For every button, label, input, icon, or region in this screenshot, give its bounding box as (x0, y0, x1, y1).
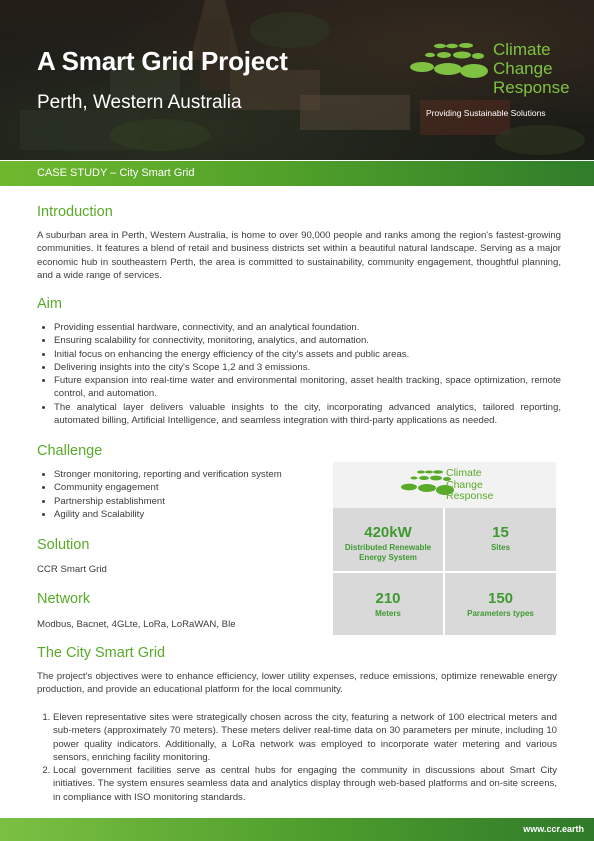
solution-heading: Solution (37, 537, 90, 553)
introduction-heading: Introduction (37, 204, 113, 220)
stat-value: 210 (375, 590, 401, 607)
stat-value: 15 (492, 524, 509, 541)
network-heading: Network (37, 591, 91, 607)
footer-url[interactable]: www.ccr.earth (523, 824, 584, 834)
list-item: • Initial focus on enhancing the energy efficiency of the city's assets and public areas. (54, 348, 561, 361)
stat-label: Sites (490, 543, 511, 552)
stat-cell-renewable (333, 508, 443, 571)
list-item: • Stronger monitoring, reporting and verification system (54, 468, 339, 481)
logo-line-1: Climate (493, 40, 551, 59)
challenge-list (37, 468, 339, 521)
city-smart-grid-heading: The City Smart Grid (37, 645, 166, 661)
logo-wordmark (493, 40, 570, 97)
page-title: A Smart Grid Project (37, 46, 288, 76)
aim-list (37, 321, 561, 427)
logo-tagline: Providing Sustainable Solutions (426, 108, 546, 118)
list-item: • The analytical layer delivers valuable insights to the city, incorporating advanced analytics, tailored reporting, automated billing, Artificial Intelligence, and seamless integration with third-party applications as needed. (54, 401, 561, 428)
logo-dots-icon (404, 42, 494, 92)
stat-cell-meters (333, 573, 443, 635)
page-subtitle: Perth, Western Australia (37, 92, 242, 113)
stat-cell-parameters (445, 573, 556, 635)
introduction-text: A suburban area in Perth, Western Australia, is home to over 90,000 people and ranks among the region's fastest-growing communities. It features a blend of retail and business districts set within a beautiful natural landscape. Serving as a major economic hub in southeastern Perth, the area is committed to sustainability, community engagement, thoughtful planning, and a wide range of services. (37, 230, 561, 281)
list-item: 1. Eleven representative sites were strategically chosen across the city, featuring a network of 100 electrical meters and sub-meters (approximately 70 meters). These meters deliver real-time data on 30 parameters per minute, including 10 power quality indicators. Additionally, a LoRa network was employed to incorporate water metering and various sensors, enriching facility monitoring. (53, 711, 557, 764)
stat-cell-sites (445, 508, 556, 571)
stats-panel (333, 462, 556, 635)
logo-line-3: Response (493, 78, 570, 97)
ccr-logo (404, 38, 584, 122)
list-item: 2. Local government facilities serve as central hubs for engaging the community in discussions about Smart City initiatives. The system ensures seamless data and analytics display through web-based platforms and on-site screens, in compliance with ISO monitoring standards. (53, 764, 557, 804)
solution-text: CCR Smart Grid (37, 564, 107, 575)
footer-bar (0, 818, 594, 841)
logo-line-1: Climate (446, 467, 482, 479)
stats-logo-wordmark (446, 468, 493, 503)
list-item: • Delivering insights into the city's Scope 1,2 and 3 emissions. (54, 361, 561, 374)
list-item: • Community engagement (54, 481, 339, 494)
case-study-label: CASE STUDY – City Smart Grid (37, 167, 195, 179)
city-smart-grid-list (37, 711, 557, 804)
case-study-bar (0, 161, 594, 186)
stats-logo-cell (333, 462, 556, 508)
city-smart-grid-intro: The project's objectives were to enhance efficiency, lower utility expenses, reduce emissions, optimize renewable energy production, and provide an educational platform for the local community. (37, 671, 557, 696)
logo-line-2: Change (493, 59, 553, 78)
stat-label: Distributed Renewable Energy System (344, 543, 432, 562)
list-item: • Partnership establishment (54, 495, 339, 508)
list-item: • Ensuring scalability for connectivity, monitoring, analytics, and automation. (54, 334, 561, 347)
list-item: • Providing essential hardware, connectivity, and an analytical foundation. (54, 321, 561, 334)
aim-heading: Aim (37, 296, 62, 312)
stat-label: Meters (375, 609, 401, 618)
list-item: • Future expansion into real-time water and environmental monitoring, asset health tracking, space optimization, remote control, and automation. (54, 374, 561, 401)
stat-value: 150 (487, 590, 514, 607)
logo-line-2: Change (446, 478, 483, 491)
challenge-heading: Challenge (37, 443, 103, 459)
stat-label: Parameters types (467, 609, 534, 618)
network-text: Modbus, Bacnet, 4GLte, LoRa, LoRaWAN, Ble (37, 619, 236, 630)
list-item: • Agility and Scalability (54, 508, 339, 521)
stat-value: 420kW (364, 524, 412, 541)
hero-banner (0, 0, 594, 160)
logo-line-3: Response (446, 490, 494, 502)
